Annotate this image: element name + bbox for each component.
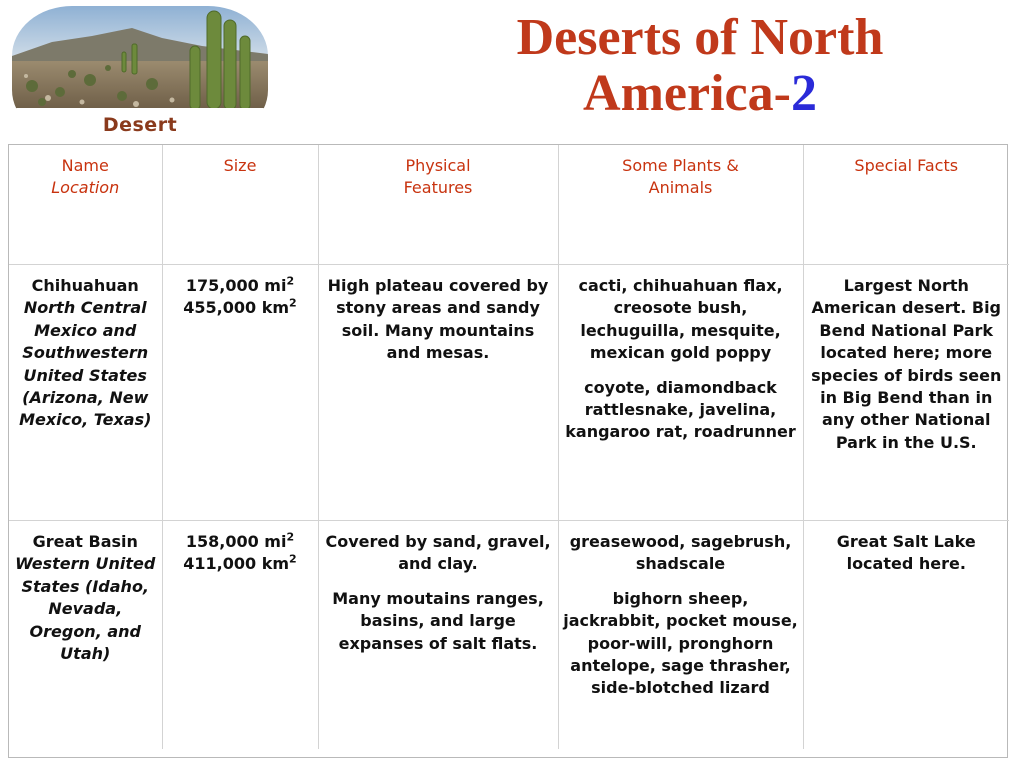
size-km: 455,000 km (183, 298, 290, 318)
header-physical-features: Physical Features (318, 145, 558, 265)
header-special-facts: Special Facts (803, 145, 1009, 265)
header-location: Location (51, 178, 120, 198)
desert-physical-features (318, 265, 558, 521)
size-km-sup: 2 (289, 297, 297, 311)
size-km: 411,000 km (183, 554, 290, 574)
title-number: 2 (790, 65, 817, 122)
page-title (440, 10, 960, 122)
size-mi-sup: 2 (286, 530, 295, 544)
physical-text: High plateau covered by stony areas and sandy soil. Many mountains and mesas. (327, 276, 549, 363)
title-text: Deserts of North America (516, 9, 884, 122)
row-name-location (9, 265, 162, 521)
header-plants-animals: Some Plants & Animals (558, 145, 803, 265)
size-mi: 158,000 mi (185, 532, 287, 551)
table-row (9, 521, 1009, 750)
size-mi: 175,000 mi (185, 276, 287, 295)
header-name-location (9, 145, 162, 265)
size-mi-sup: 2 (286, 274, 295, 288)
desert-plants-animals (558, 521, 803, 750)
desert-special-facts: Largest North American desert. Big Bend National Park located here; more species of birds seen in Big Bend than in any other National Park in the U.S. (803, 265, 1009, 521)
physical-text: Many moutains ranges, basins, and large expanses of salt flats. (332, 588, 544, 653)
title-dash: - (773, 65, 791, 122)
plants-text: greasewood, sagebrush, shadscale (569, 532, 792, 574)
table-header-row (9, 145, 1009, 265)
desert-plants-animals (558, 265, 803, 521)
desert-name: Great Basin (32, 532, 138, 551)
animals-text: bighorn sheep, jackrabbit, pocket mouse, poor-will, pronghorn antelope, sage thrasher, side-blotched lizard (563, 588, 798, 698)
desert-physical-features (318, 521, 558, 750)
desert-location: North Central Mexico and Southwestern United States (Arizona, New Mexico, Texas) (19, 298, 152, 430)
animals-text: coyote, diamondback rattlesnake, javelina, kangaroo rat, roadrunner (565, 377, 796, 442)
header-name: Name (61, 156, 109, 175)
desert-size (162, 521, 318, 750)
logo-label: Desert (102, 114, 178, 136)
size-km-sup: 2 (289, 553, 297, 567)
desert-location: Western United States (Idaho, Nevada, Oregon, and Utah) (15, 554, 156, 664)
desert-special-facts: Great Salt Lake located here. (803, 521, 1009, 750)
physical-text: Covered by sand, gravel, and clay. (325, 532, 551, 574)
desert-size (162, 265, 318, 521)
table-row (9, 265, 1009, 521)
row-name-location (9, 521, 162, 750)
desert-logo-image (12, 6, 268, 140)
desert-name: Chihuahuan (31, 276, 139, 295)
plants-text: cacti, chihuahuan flax, creosote bush, lechuguilla, mesquite, mexican gold poppy (578, 276, 783, 363)
deserts-table (8, 144, 1008, 758)
header-size: Size (162, 145, 318, 265)
